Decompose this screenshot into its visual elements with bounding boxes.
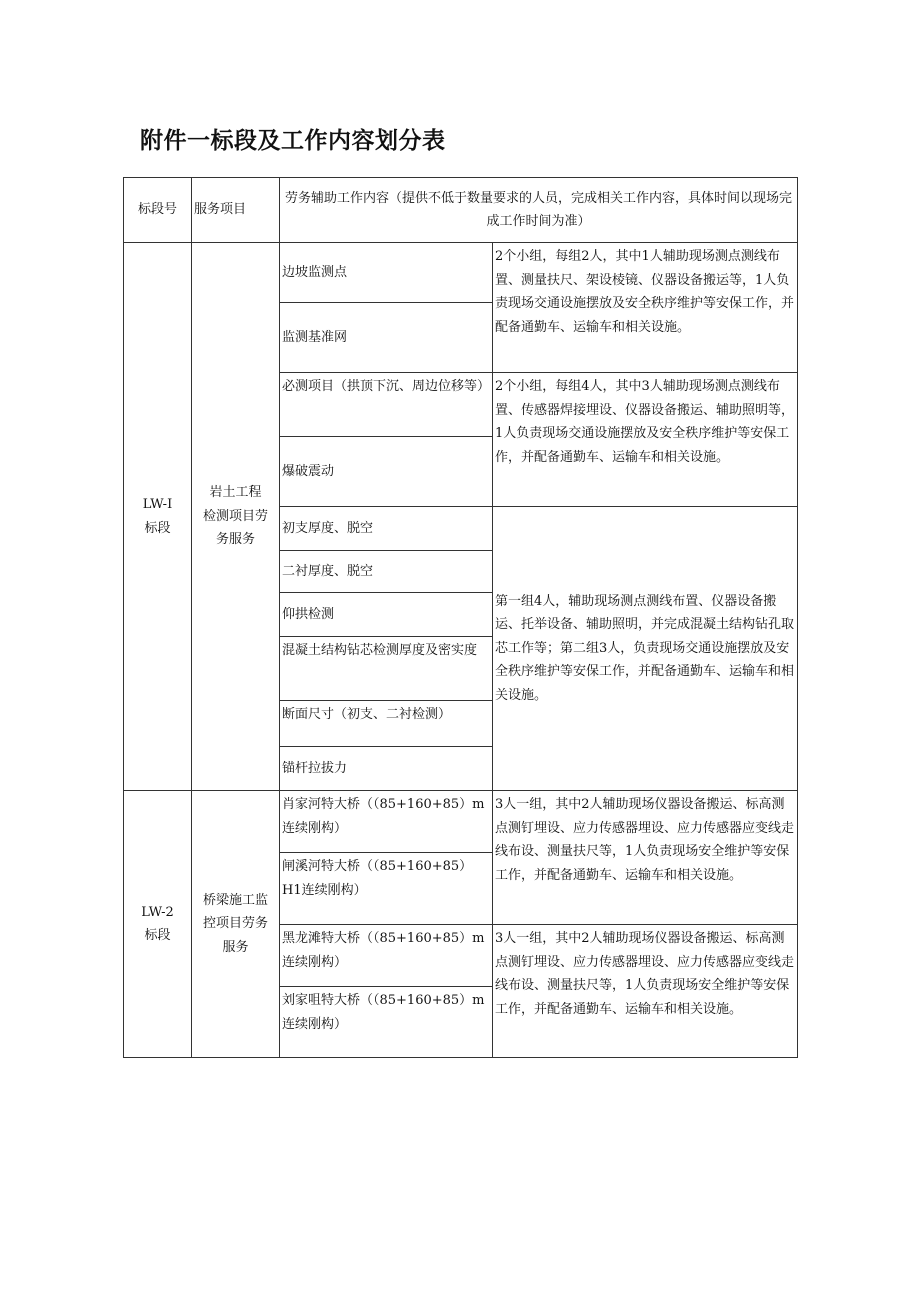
item-cell: 必测项目（拱顶下沉、周边位移等） — [280, 373, 493, 437]
item-cell: 二衬厚度、脱空 — [280, 551, 493, 593]
section-service-lw1: 岩土工程 检测项目劳 务服务 — [192, 243, 280, 791]
content-cell: 3人一组，其中2人辅助现场仪器设备搬运、标高测点测钉埋设、应力传感器埋设、应力传感器应变线走线布设、测量扶尺等，1人负责现场安全维护等安保工作，并配备通勤车、运输车和相关设施。 — [493, 925, 798, 1058]
work-division-table — [123, 177, 798, 1058]
header-content: 劳务辅助工作内容（提供不低于数量要求的人员，完成相关工作内容，具体时间以现场完成工作时间为准） — [280, 178, 798, 243]
header-service: 服务项目 — [192, 178, 280, 243]
item-cell: 初支厚度、脱空 — [280, 507, 493, 551]
item-cell: 刘家咀特大桥（（85+160+85）m连续刚构） — [280, 987, 493, 1058]
item-cell: 锚杆拉拔力 — [280, 747, 493, 791]
item-cell: 混凝土结构钻芯检测厚度及密实度 — [280, 637, 493, 701]
item-cell: 闸溪河特大桥（（85+160+85）H1连续刚构） — [280, 853, 493, 925]
section-id-lw1: LW-I 标段 — [124, 243, 192, 791]
page-title: 附件一标段及工作内容划分表 — [140, 128, 446, 154]
section-service-lw2: 桥梁施工监 控项目劳务 服务 — [192, 791, 280, 1058]
item-cell: 黑龙滩特大桥（（85+160+85）m连续刚构） — [280, 925, 493, 987]
item-cell: 监测基准网 — [280, 303, 493, 373]
item-cell: 爆破震动 — [280, 437, 493, 507]
section-id-lw2: LW-2 标段 — [124, 791, 192, 1058]
content-cell: 2个小组，每组2人，其中1人辅助现场测点测线布置、测量扶尺、架设棱镜、仪器设备搬运等，1人负责现场交通设施摆放及安全秩序维护等安保工作，并配备通勤车、运输车和相关设施。 — [493, 243, 798, 373]
item-cell: 断面尺寸（初支、二衬检测） — [280, 701, 493, 747]
item-cell: 边坡监测点 — [280, 243, 493, 303]
content-cell: 第一组4人，辅助现场测点测线布置、仪器设备搬运、托举设备、辅助照明，并完成混凝土结构钻孔取芯工作等；第二组3人，负责现场交通设施摆放及安全秩序维护等安保工作，并配备通勤车、运输车和相关设施。 — [493, 507, 798, 791]
item-cell: 肖家河特大桥（（85+160+85）m连续刚构） — [280, 791, 493, 853]
content-cell: 3人一组，其中2人辅助现场仪器设备搬运、标高测点测钉埋设、应力传感器埋设、应力传感器应变线走线布设、测量扶尺等，1人负责现场安全维护等安保工作，并配备通勤车、运输车和相关设施。 — [493, 791, 798, 925]
header-section: 标段号 — [124, 178, 192, 243]
item-cell: 仰拱检测 — [280, 593, 493, 637]
content-cell: 2个小组，每组4人，其中3人辅助现场测点测线布置、传感器焊接埋设、仪器设备搬运、辅助照明等，1人负责现场交通设施摆放及安全秩序维护等安保工作，并配备通勤车、运输车和相关设施。 — [493, 373, 798, 507]
